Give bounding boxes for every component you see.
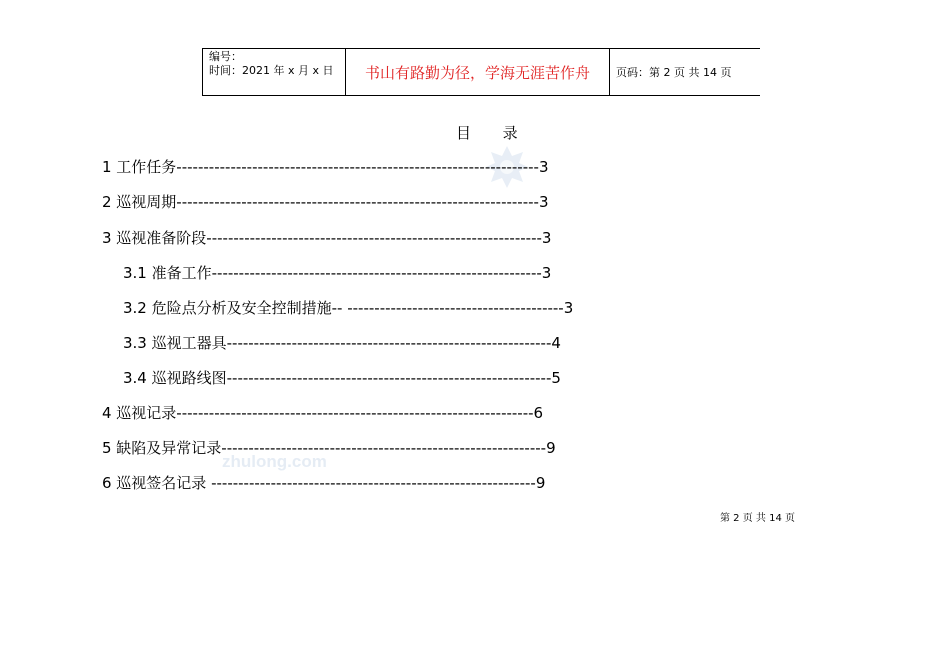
motto-text: 书山有路勤为径，学海无涯苦作舟 [364,63,590,82]
motto-cell [346,49,610,95]
page-code-text: 页码：第 2 页 共 14 页 [616,66,732,79]
header-table [202,48,760,96]
number-label: 编号： [209,50,242,63]
toc-entry-5[interactable]: 5 缺陷及异常记录------------------------------------------------------------9 [102,439,556,457]
toc-title-char-1: 目 [456,124,472,142]
toc-title [456,122,518,143]
toc-entry-3-4[interactable]: 3.4 巡视路线图------------------------------------------------------------5 [123,369,561,387]
toc-entry-1[interactable]: 1 工作任务-------------------------------------------------------------------3 [102,158,549,176]
header-left-cell [203,49,346,95]
toc-entry-3[interactable]: 3 巡视准备阶段--------------------------------------------------------------3 [102,229,552,247]
toc-entry-3-2[interactable]: 3.2 危险点分析及安全控制措施-- ----------------------------------------3 [123,299,574,317]
footer-page-info: 第 2 页 共 14 页 [720,513,795,524]
page-code-cell [610,49,760,95]
toc-entry-6[interactable]: 6 巡视签名记录 ------------------------------------------------------------9 [102,474,546,492]
time-label: 时间：2021 年 x 月 x 日 [209,64,334,77]
toc-entry-4[interactable]: 4 巡视记录------------------------------------------------------------------6 [102,404,544,422]
toc-entry-2[interactable]: 2 巡视周期-------------------------------------------------------------------3 [102,193,549,211]
watermark-text: zhulong.com [222,452,327,471]
toc-entry-3-3[interactable]: 3.3 巡视工器具------------------------------------------------------------4 [123,334,561,352]
toc-entry-3-1[interactable]: 3.1 准备工作-------------------------------------------------------------3 [123,264,552,282]
toc-title-char-2: 录 [502,124,518,142]
